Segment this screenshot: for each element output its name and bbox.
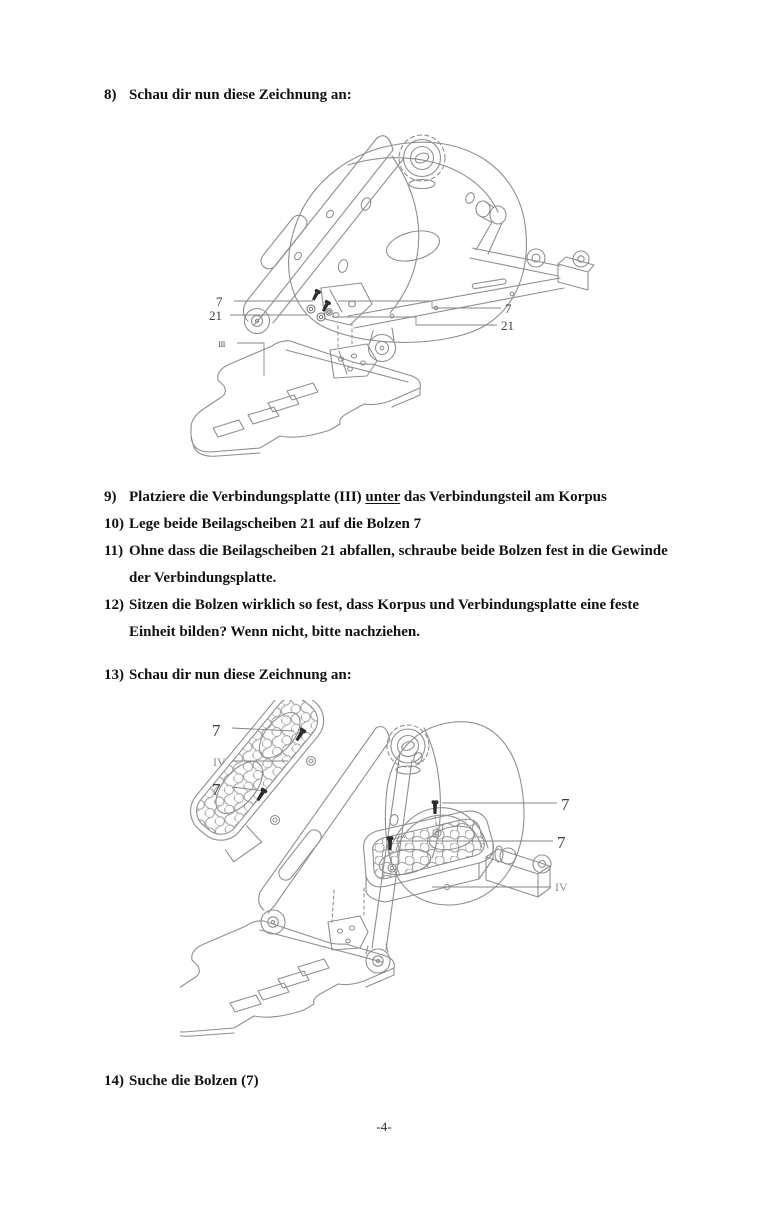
front-wheel bbox=[261, 910, 285, 934]
step-9-text: Platziere die Verbindungsplatte (III) unter das Verbindungsteil am Korpus bbox=[129, 489, 607, 505]
fig1-label-iii: III bbox=[218, 339, 225, 349]
fig2-label-7-right-top: 7 bbox=[561, 795, 570, 814]
figure-1-assembly-drawing bbox=[180, 118, 620, 468]
pedal-left bbox=[180, 700, 352, 868]
fig2-label-7-right-mid: 7 bbox=[557, 833, 566, 852]
step-14 bbox=[104, 1068, 724, 1095]
fig2-label-iv-right: IV bbox=[555, 880, 568, 894]
step-11 bbox=[104, 538, 724, 592]
step-11-number: 11) bbox=[104, 543, 124, 559]
step-10 bbox=[104, 511, 724, 538]
step-10-text: Lege beide Beilagscheiben 21 auf die Bolzen 7 bbox=[129, 516, 422, 532]
underlined-word: unter bbox=[365, 489, 401, 505]
pivot-cylinder bbox=[476, 201, 506, 254]
caster-wheel bbox=[369, 328, 396, 362]
step-12-text: Sitzen die Bolzen wirklich so fest, dass Korpus und Verbindungsplatte eine feste Einheit bilden? Wenn nicht, bitte nachziehen. bbox=[129, 597, 640, 640]
page-number: -4- bbox=[376, 1119, 392, 1134]
rear-beam bbox=[348, 248, 594, 328]
step-9 bbox=[104, 484, 724, 511]
figure-2-assembly-drawing bbox=[180, 700, 620, 1058]
fig2-label-7-left-top: 7 bbox=[212, 721, 221, 740]
step-13-text: Schau dir nun diese Zeichnung an: bbox=[129, 667, 352, 683]
plate-slots bbox=[213, 383, 318, 437]
step-13 bbox=[104, 662, 724, 689]
pedal-right bbox=[364, 811, 494, 902]
step-14-text: Suche die Bolzen (7) bbox=[129, 1073, 259, 1089]
step-11-text: Ohne dass die Beilagscheiben 21 abfallen, schraube beide Bolzen fest in die Gewinde der Verbindungsplatte. bbox=[129, 543, 668, 586]
step-14-number: 14) bbox=[104, 1073, 124, 1089]
leader-lines bbox=[230, 301, 501, 376]
step-12-number: 12) bbox=[104, 597, 124, 613]
verbindungsplatte bbox=[191, 341, 420, 456]
fig2-label-iv-left: IV bbox=[213, 755, 226, 769]
step-10-number: 10) bbox=[104, 516, 124, 532]
rear-beam bbox=[486, 846, 551, 897]
pedal-rail-left bbox=[243, 136, 404, 325]
step-12 bbox=[104, 592, 724, 646]
step-13-number: 13) bbox=[104, 667, 124, 683]
verbindungsplatte bbox=[180, 921, 394, 1036]
step-8 bbox=[104, 82, 724, 109]
fig1-label-7-left: 7 bbox=[216, 294, 223, 309]
support-bracket bbox=[328, 888, 368, 950]
step-8-number: 8) bbox=[104, 87, 117, 103]
fig1-label-21-left: 21 bbox=[209, 308, 222, 323]
step-8-text: Schau dir nun diese Zeichnung an: bbox=[129, 87, 352, 103]
fig2-label-7-left-bottom: 7 bbox=[212, 780, 221, 799]
fig1-label-7-right: 7 bbox=[505, 301, 512, 316]
step-9-number: 9) bbox=[104, 489, 117, 505]
plate-bracket bbox=[330, 344, 377, 378]
fig1-label-21-right: 21 bbox=[501, 318, 514, 333]
